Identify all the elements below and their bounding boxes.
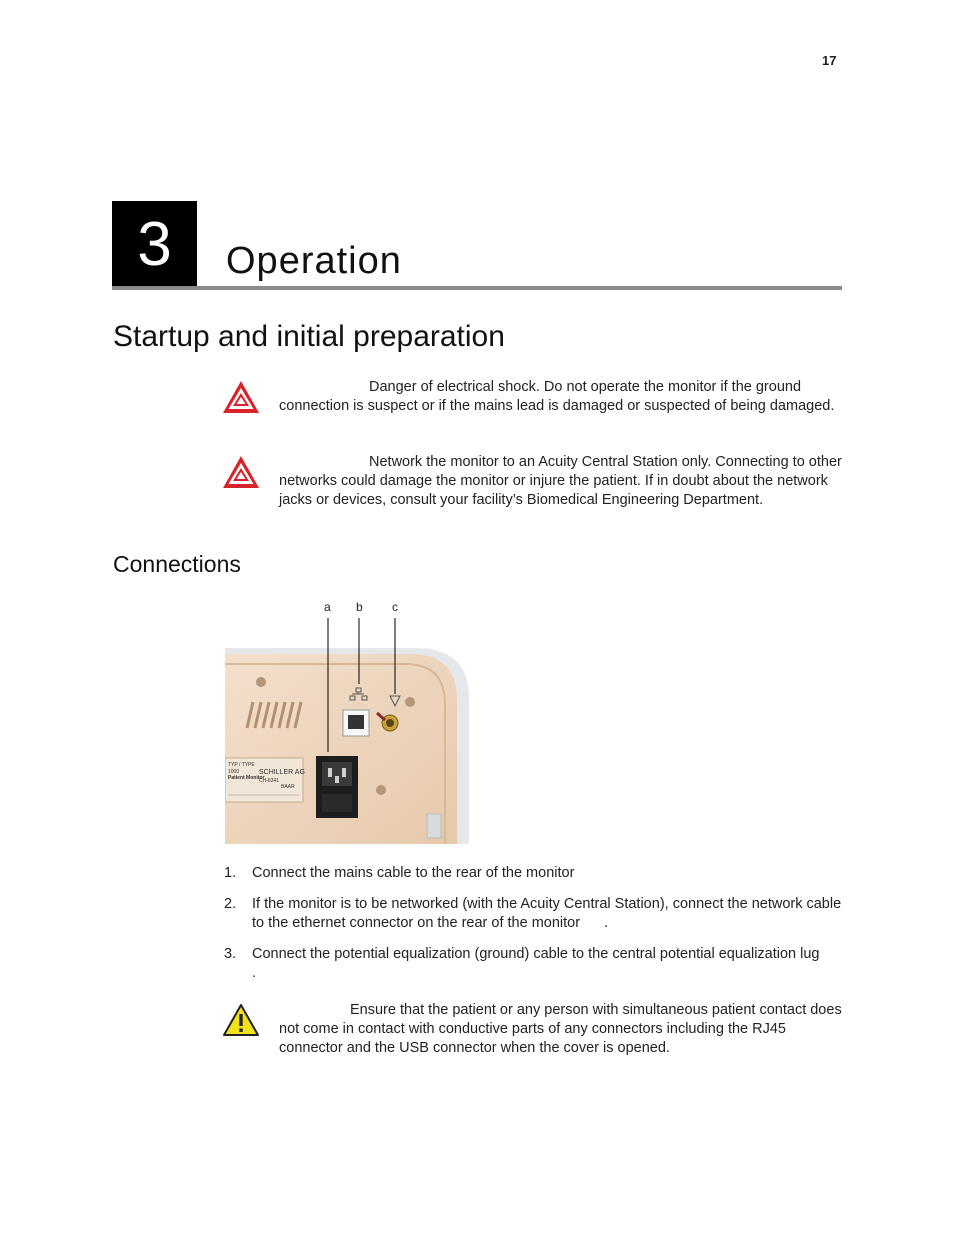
type-label-line5: CH-6341 xyxy=(259,778,280,784)
callout-b: b xyxy=(356,600,363,614)
callout-leaders xyxy=(320,614,410,754)
warning-text: Danger of electrical shock. Do not operate the monitor if the ground connection is suspect or if the mains lead is damaged or suspected of being damaged. xyxy=(279,379,835,414)
warning-text: Network the monitor to an Acuity Central Station only. Connecting to other networks could damage the monitor or injure the patient. If in doubt about the network jacks or devices, consult your facility’s Biomedical Engineering Department. xyxy=(279,454,842,508)
connections-title: Connections xyxy=(113,551,241,577)
chapter-title: Operation xyxy=(226,240,402,282)
chapter-rule xyxy=(112,286,842,290)
caution-notice xyxy=(222,1001,842,1058)
section-title: Startup and initial preparation xyxy=(113,320,505,353)
callout-c: c xyxy=(392,600,398,614)
chapter-number: 3 xyxy=(112,201,197,288)
type-label-line4: SCHILLER AG xyxy=(259,769,305,776)
caution-triangle-icon xyxy=(222,1003,260,1037)
warning-notice-2 xyxy=(222,453,842,510)
warning-triangle-icon xyxy=(222,455,260,489)
caution-text: Ensure that the patient or any person with simultaneous patient contact does not come in contact with conductive parts of any connectors including the RJ45 connector and the USB connector when the cover is opened. xyxy=(279,1002,842,1056)
list-item: 2. If the monitor is to be networked (with the Acuity Central Station), connect the network cable to the ethernet connector on the rear of the monitor . xyxy=(224,896,842,931)
type-label-line6: BAAR xyxy=(281,784,295,790)
list-item: 3. Connect the potential equalization (ground) cable to the central potential equalization lug. xyxy=(224,946,820,981)
type-label-line3: Patient Monitor xyxy=(228,775,265,781)
callout-a: a xyxy=(324,600,331,614)
warning-triangle-icon xyxy=(222,380,260,414)
type-label-line1: TYP / TYPE xyxy=(228,762,255,768)
connection-steps xyxy=(224,864,844,995)
page-number: 17 xyxy=(822,53,837,68)
warning-notice-1 xyxy=(222,378,842,416)
type-label-line2: 1000 xyxy=(228,769,240,775)
list-item: 1. Connect the mains cable to the rear of the monitor xyxy=(224,865,575,881)
